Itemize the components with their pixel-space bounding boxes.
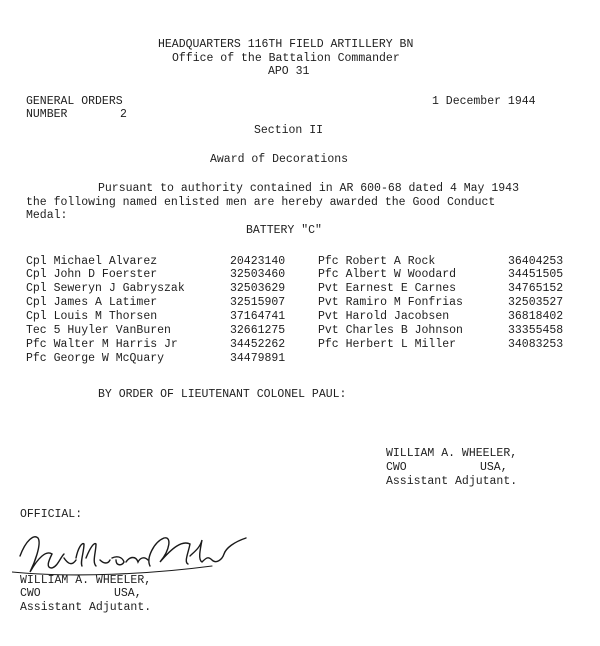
apo-heading: APO 31 [268,65,310,78]
soldier-name: Pvt Earnest E Carnes [318,282,457,295]
serial-number: 34765152 [508,282,564,295]
battery-heading: BATTERY "C" [246,224,322,237]
serial-number: 32503527 [508,296,564,309]
subject-title: Award of Decorations [210,153,349,166]
serial-number: 34083253 [508,338,564,351]
order-number-label: NUMBER [26,108,68,121]
section-title: Section II [254,124,324,137]
soldier-name: Cpl Louis M Thorsen [26,310,158,323]
serial-number: 34451505 [508,268,564,281]
signer-title: Assistant Adjutant. [386,475,518,488]
signer-branch: USA, [480,461,508,474]
official-name: WILLIAM A. WHEELER, [20,574,152,587]
order-date: 1 December 1944 [432,95,536,108]
official-title: Assistant Adjutant. [20,601,152,614]
serial-number: 34452262 [230,338,286,351]
signer-name: WILLIAM A. WHEELER, [386,447,518,460]
soldier-name: Cpl James A Latimer [26,296,158,309]
serial-number: 20423140 [230,255,286,268]
serial-number: 32515907 [230,296,286,309]
serial-number: 32503629 [230,282,286,295]
official-rank: CWO [20,587,41,600]
body-line-1: Pursuant to authority contained in AR 600-68 dated 4 May 1943 [98,182,519,195]
general-orders-label: GENERAL ORDERS [26,95,123,108]
office-heading: Office of the Battalion Commander [172,52,400,65]
soldier-name: Tec 5 Huyler VanBuren [26,324,171,337]
serial-number: 34479891 [230,352,286,365]
body-line-2: the following named enlisted men are hereby awarded the Good Conduct [26,196,496,209]
serial-number: 37164741 [230,310,286,323]
official-branch: USA, [114,587,142,600]
soldier-name: Pvt Ramiro M Fonfrias [318,296,463,309]
soldier-name: Pvt Charles B Johnson [318,324,463,337]
soldier-name: Pfc Albert W Woodard [318,268,457,281]
serial-number: 32503460 [230,268,286,281]
soldier-name: Cpl Seweryn J Gabryszak [26,282,185,295]
serial-number: 33355458 [508,324,564,337]
soldier-name: Pvt Harold Jacobsen [318,310,450,323]
official-label: OFFICIAL: [20,508,83,521]
body-line-3: Medal: [26,209,68,222]
soldier-name: Pfc Herbert L Miller [318,338,457,351]
serial-number: 32661275 [230,324,286,337]
unit-heading: HEADQUARTERS 116TH FIELD ARTILLERY BN [158,38,414,51]
soldier-name: Cpl Michael Alvarez [26,255,158,268]
by-order-line: BY ORDER OF LIEUTENANT COLONEL PAUL: [98,388,347,401]
soldier-name: Cpl John D Foerster [26,268,158,281]
soldier-name: Pfc Robert A Rock [318,255,436,268]
signer-rank: CWO [386,461,407,474]
serial-number: 36818402 [508,310,564,323]
serial-number: 36404253 [508,255,564,268]
soldier-name: Pfc George W McQuary [26,352,165,365]
order-number: 2 [120,108,127,121]
soldier-name: Pfc Walter M Harris Jr [26,338,178,351]
